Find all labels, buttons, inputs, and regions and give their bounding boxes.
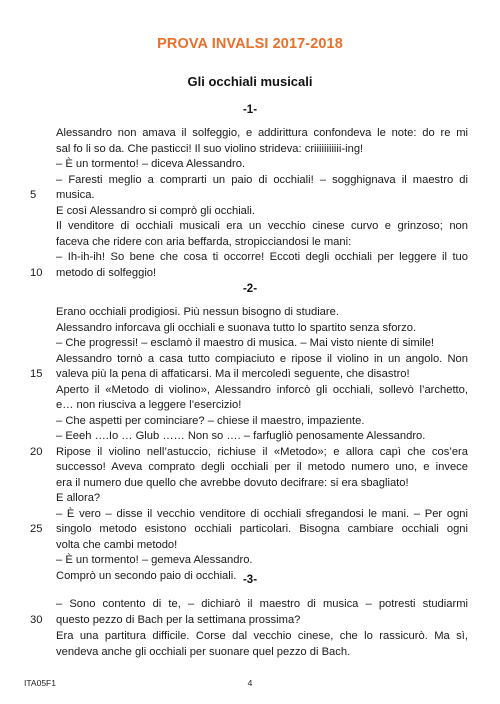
page-number: 4: [247, 678, 253, 688]
line-number: 20: [30, 445, 43, 458]
text-line: singolo metodo esistono occhiali particolari. Bisogna cambiare occhiali ogni: [56, 523, 468, 535]
text-line: Ripose il violino nell’astuccio, richiuse il «Metodo»; e allora capì che cos’era: [56, 445, 468, 458]
text-line: successo! Aveva comprato degli occhiali per il metodo numero uno, e invece: [56, 461, 468, 473]
text-line: Erano occhiali prodigiosi. Più nessun bisogno di studiare.: [56, 306, 339, 318]
text-line: Il venditore di occhiali musicali era un vecchio cinese curvo e grinzoso; non: [56, 220, 468, 232]
text-line: vendeva anche gli occhiali per suonare quel pezzo di Bach.: [56, 646, 351, 658]
exam-header-title: PROVA INVALSI 2017-2018: [157, 36, 343, 52]
text-line: E allora?: [56, 492, 101, 504]
text-line: – È un tormento! – gemeva Alessandro.: [56, 554, 253, 566]
text-line: Alessandro inforcava gli occhiali e suonava tutto lo spartito senza sforzo.: [56, 321, 417, 334]
text-line: musica.: [56, 189, 95, 201]
text-line: metodo di solfeggio!: [56, 266, 157, 279]
story-title: Gli occhiali musicali: [187, 74, 313, 89]
line-number: 25: [30, 523, 43, 535]
text-line: – È un tormento! – diceva Alessandro.: [56, 158, 246, 170]
line-number: 15: [30, 368, 43, 380]
text-line: valeva più la pena di affaticarsi. Ma il mercoledì seguente, che disastro!: [56, 368, 410, 380]
text-line: – È vero – disse il vecchio venditore di occhiali sfregandosi le mani. – Per ogni: [56, 507, 468, 520]
section-2-label: -2-: [242, 283, 258, 295]
text-line: Alessandro tornò a casa tutto compiaciuto e ripose il violino in un angolo. Non: [56, 352, 468, 365]
text-line: Alessandro non amava il solfeggio, e addirittura confondeva le note: do re mi: [56, 127, 468, 139]
text-line: era il numero due quello che avrebbe dovuto decifrare: si era sbagliato!: [56, 476, 409, 489]
text-line: questo pezzo di Bach per la settimana prossima?: [56, 614, 301, 626]
text-line: – Sono contento di te, – dichiarò il maestro di musica – potresti studiarmi: [56, 598, 468, 610]
text-line: – Ih-ih-ih! So bene che cosa ti occorre! Eccoti degli occhiali per leggere il tuo: [56, 251, 468, 263]
text-line: e… non riusciva a leggere l’esercizio!: [56, 399, 242, 411]
text-line: – Faresti meglio a comprarti un paio di occhiali! – sogghignava il maestro di: [56, 173, 468, 186]
text-line: faceva che ridere con aria beffarda, stropicciandosi le mani:: [56, 235, 352, 248]
section-3-label: -3-: [242, 574, 258, 586]
document-code: ITA05F1: [24, 678, 56, 688]
text-line: Comprò un secondo paio di occhiali.: [56, 569, 237, 582]
text-line: – Che aspetti per cominciare? – chiese il maestro, impaziente.: [56, 414, 365, 427]
text-line: Era una partitura difficile. Corse dal vecchio cinese, che lo rassicurò. Ma sì,: [56, 630, 468, 642]
text-line: – Eeeh ….Io … Glub …… Non so …. – farfugliò penosamente Alessandro.: [56, 430, 426, 442]
section-1-label: -1-: [242, 104, 258, 116]
text-line: sal fo li so da. Che pasticci! Il suo violino strideva: criiiiiiiiiii-ing!: [56, 142, 364, 155]
text-line: – Che progressi! – esclamò il maestro di musica. – Mai visto niente di simile!: [56, 337, 435, 349]
line-number: 30: [30, 614, 43, 626]
line-number: 10: [30, 266, 43, 279]
text-line: volta che cambi metodo!: [56, 538, 178, 551]
text-line: E così Alessandro si comprò gli occhiali.: [56, 204, 255, 217]
line-number: 5: [30, 189, 37, 201]
text-line: Aperto il «Metodo di violino», Alessandro inforcò gli occhiali, sollevò l’archetto,: [56, 383, 468, 396]
